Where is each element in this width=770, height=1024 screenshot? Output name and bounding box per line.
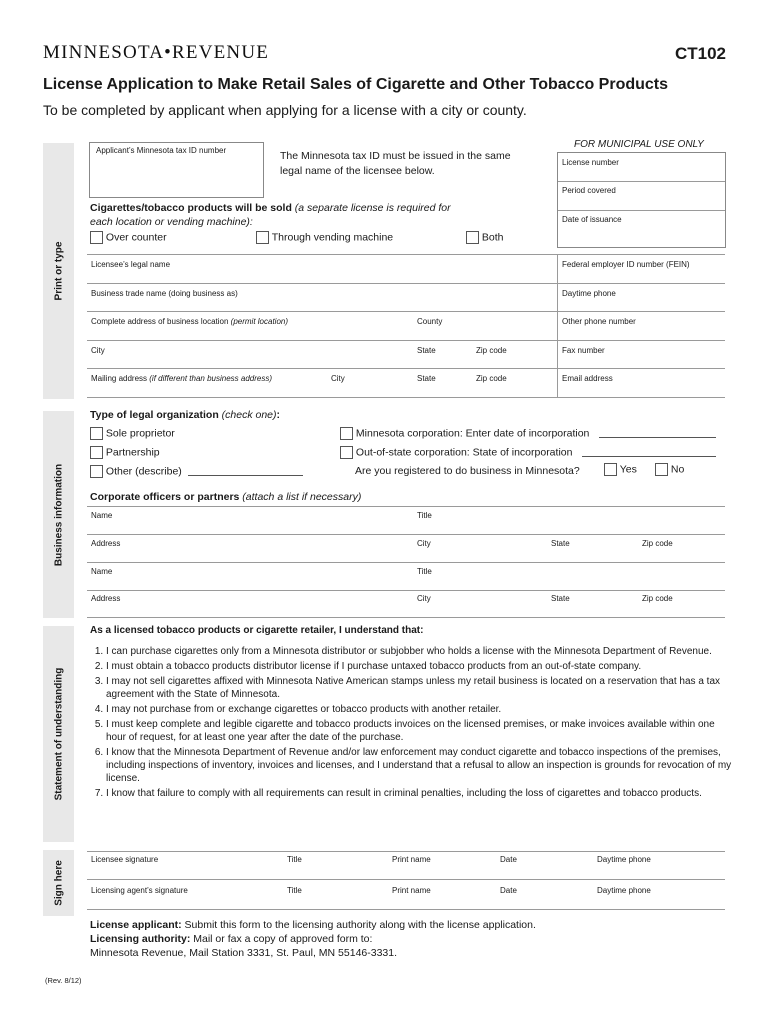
- officer-1-title[interactable]: Title: [417, 511, 432, 520]
- state-field[interactable]: State: [417, 346, 436, 355]
- tax-id-note: The Minnesota tax ID must be issued in the same legal name of the licensee below.: [280, 150, 511, 177]
- checkbox[interactable]: [655, 463, 668, 476]
- county-field[interactable]: County: [417, 317, 443, 326]
- statement-item: 6. I know that the Minnesota Department of Revenue and/or law enforcement may conduct cigarette and tobacco inspections of the premises, including inspections of inventory, invoices and licenses, and I understand that a refusal to allow an inspection is grounds for revocation of my license.: [106, 746, 736, 785]
- form-number: CT102: [674, 44, 726, 63]
- sidebar-statement-of-understanding: Statement of understanding: [43, 626, 74, 842]
- divider: [87, 397, 725, 398]
- divider: [87, 368, 725, 369]
- statement-item: 5. I must keep complete and legible cigarette and tobacco products invoices on the licensed premises, or make invoices available within one hour of request, for at least one year after the date of the purchase.: [106, 718, 736, 744]
- option-mn-corporation[interactable]: Minnesota corporation: Enter date of incorporation: [340, 427, 589, 440]
- agent-title-field[interactable]: Title: [287, 886, 302, 895]
- divider: [87, 590, 725, 591]
- option-oos-corporation[interactable]: Out-of-state corporation: State of incorporation: [340, 446, 572, 459]
- form-subtitle: To be completed by applicant when applying for a license with a city or county.: [43, 102, 527, 118]
- checkbox[interactable]: [604, 463, 617, 476]
- mailing-zip-field[interactable]: Zip code: [476, 374, 507, 383]
- divider: [87, 909, 725, 910]
- licensee-phone-field[interactable]: Daytime phone: [597, 855, 651, 864]
- officer-1-address[interactable]: Address: [91, 539, 121, 548]
- divider: [558, 181, 725, 182]
- divider: [87, 340, 725, 341]
- sidebar-business-information: Business information: [43, 411, 74, 618]
- tax-id-label: Applicant’s Minnesota tax ID number: [96, 146, 227, 155]
- officers-heading: Corporate officers or partners (attach a list if necessary): [90, 491, 362, 503]
- option-other[interactable]: Other (describe): [90, 465, 182, 478]
- statement-item: 3. I may not sell cigarettes affixed with Minnesota Native American stamps unless my retail business is located on a reservation that has a tax agreement with the State of Minnesota.: [106, 675, 736, 701]
- registered-question: Are you registered to do business in Minnesota?: [355, 465, 580, 477]
- legal-name-field[interactable]: Licensee’s legal name: [91, 260, 171, 269]
- checkbox[interactable]: [466, 231, 479, 244]
- statement-item: 2. I must obtain a tobacco products distributor license if I purchase untaxed tobacco products from an out-of-state company.: [106, 660, 736, 673]
- divider: [87, 562, 725, 563]
- checkbox[interactable]: [340, 446, 353, 459]
- sidebar-sign-here: Sign here: [43, 850, 74, 916]
- oos-state-line[interactable]: [582, 456, 716, 457]
- footer-applicant: License applicant: Submit this form to the licensing authority along with the license application.: [90, 919, 536, 931]
- officer-2-zip[interactable]: Zip code: [642, 594, 673, 603]
- period-covered-label: Period covered: [562, 186, 616, 195]
- officer-1-name[interactable]: Name: [91, 511, 113, 520]
- divider: [87, 879, 725, 880]
- officer-2-state[interactable]: State: [551, 594, 570, 603]
- divider: [87, 254, 725, 255]
- divider: [557, 254, 558, 397]
- officer-1-zip[interactable]: Zip code: [642, 539, 673, 548]
- divider: [558, 210, 725, 211]
- divider: [87, 534, 725, 535]
- officer-1-city[interactable]: City: [417, 539, 431, 548]
- mn-corp-date-line[interactable]: [599, 437, 716, 438]
- footer-address: Minnesota Revenue, Mail Station 3331, St. Paul, MN 55146-3331.: [90, 947, 398, 959]
- mailing-city-field[interactable]: City: [331, 374, 345, 383]
- officer-2-address[interactable]: Address: [91, 594, 121, 603]
- divider: [87, 283, 725, 284]
- divider: [87, 851, 725, 852]
- checkbox[interactable]: [256, 231, 269, 244]
- business-address-field[interactable]: Complete address of business location (permit location): [91, 317, 289, 326]
- agent-phone-field[interactable]: Daytime phone: [597, 886, 651, 895]
- tax-id-field[interactable]: [89, 142, 264, 198]
- option-sole-proprietor[interactable]: Sole proprietor: [90, 427, 175, 440]
- option-over-counter[interactable]: Over counter: [90, 231, 167, 244]
- footer-instructions: [90, 918, 536, 960]
- sold-heading-bold: Cigarettes/tobacco products will be sold: [90, 202, 292, 214]
- checkbox[interactable]: [90, 231, 103, 244]
- statement-item: 7. I know that failure to comply with all requirements can result in criminal penalties, including the loss of cigarettes and tobacco products.: [106, 787, 736, 800]
- revision-date: (Rev. 8/12): [45, 976, 82, 985]
- municipal-box: [557, 152, 726, 248]
- zip-field[interactable]: Zip code: [476, 346, 507, 355]
- agent-date-field[interactable]: Date: [500, 886, 517, 895]
- sold-heading-italic: (a separate license is required for each location or vending machine):: [90, 202, 451, 228]
- licensee-print-name-field[interactable]: Print name: [392, 855, 431, 864]
- form-title: License Application to Make Retail Sales of Cigarette and Other Tobacco Products: [43, 76, 669, 93]
- municipal-heading: FOR MUNICIPAL USE ONLY: [574, 139, 704, 150]
- divider: [87, 311, 725, 312]
- legal-org-heading: Type of legal organization (check one):: [90, 409, 281, 421]
- licensee-date-field[interactable]: Date: [500, 855, 517, 864]
- footer-authority: Licensing authority: Mail or fax a copy of approved form to:: [90, 933, 373, 945]
- statement-item: 1. I can purchase cigarettes only from a Minnesota distributor or subjobber who holds a license with the Minnesota Department of Revenue.: [106, 645, 736, 658]
- trade-name-field[interactable]: Business trade name (doing business as): [91, 289, 238, 298]
- option-partnership[interactable]: Partnership: [90, 446, 160, 459]
- city-field[interactable]: City: [91, 346, 105, 355]
- officer-1-state[interactable]: State: [551, 539, 570, 548]
- agent-signature-field[interactable]: Licensing agent’s signature: [91, 886, 188, 895]
- option-both[interactable]: Both: [466, 231, 504, 244]
- license-number-label: License number: [562, 158, 619, 167]
- option-no[interactable]: No: [655, 463, 684, 476]
- daytime-phone-field[interactable]: Daytime phone: [562, 289, 616, 298]
- licensee-title-field[interactable]: Title: [287, 855, 302, 864]
- fein-field[interactable]: Federal employer ID number (FEIN): [562, 260, 690, 269]
- officer-2-city[interactable]: City: [417, 594, 431, 603]
- sold-heading: [90, 201, 460, 229]
- email-field[interactable]: Email address: [562, 374, 613, 383]
- option-vending-machine[interactable]: Through vending machine: [256, 231, 393, 244]
- officer-2-title[interactable]: Title: [417, 567, 432, 576]
- statement-item: 4. I may not purchase from or exchange cigarettes or tobacco products with another retailer.: [106, 703, 736, 716]
- mailing-state-field[interactable]: State: [417, 374, 436, 383]
- checkbox[interactable]: [90, 465, 103, 478]
- checkbox[interactable]: [90, 427, 103, 440]
- other-describe-line[interactable]: [188, 475, 303, 476]
- statement-heading: As a licensed tobacco products or cigarette retailer, I understand that:: [90, 625, 424, 636]
- mailing-address-field[interactable]: Mailing address (if different than business address): [91, 374, 272, 383]
- statement-list: [90, 645, 736, 802]
- licensee-signature-field[interactable]: Licensee signature: [91, 855, 159, 864]
- divider: [87, 506, 725, 507]
- date-of-issuance-label: Date of issuance: [562, 215, 622, 224]
- other-phone-field[interactable]: Other phone number: [562, 317, 636, 326]
- sidebar-print-or-type: Print or type: [43, 143, 74, 399]
- officer-2-name[interactable]: Name: [91, 567, 113, 576]
- brand-logo: MINNESOTA•REVENUE: [43, 42, 270, 63]
- checkbox[interactable]: [90, 446, 103, 459]
- agent-print-name-field[interactable]: Print name: [392, 886, 431, 895]
- fax-field[interactable]: Fax number: [562, 346, 605, 355]
- option-yes[interactable]: Yes: [604, 463, 637, 476]
- checkbox[interactable]: [340, 427, 353, 440]
- divider: [87, 617, 725, 618]
